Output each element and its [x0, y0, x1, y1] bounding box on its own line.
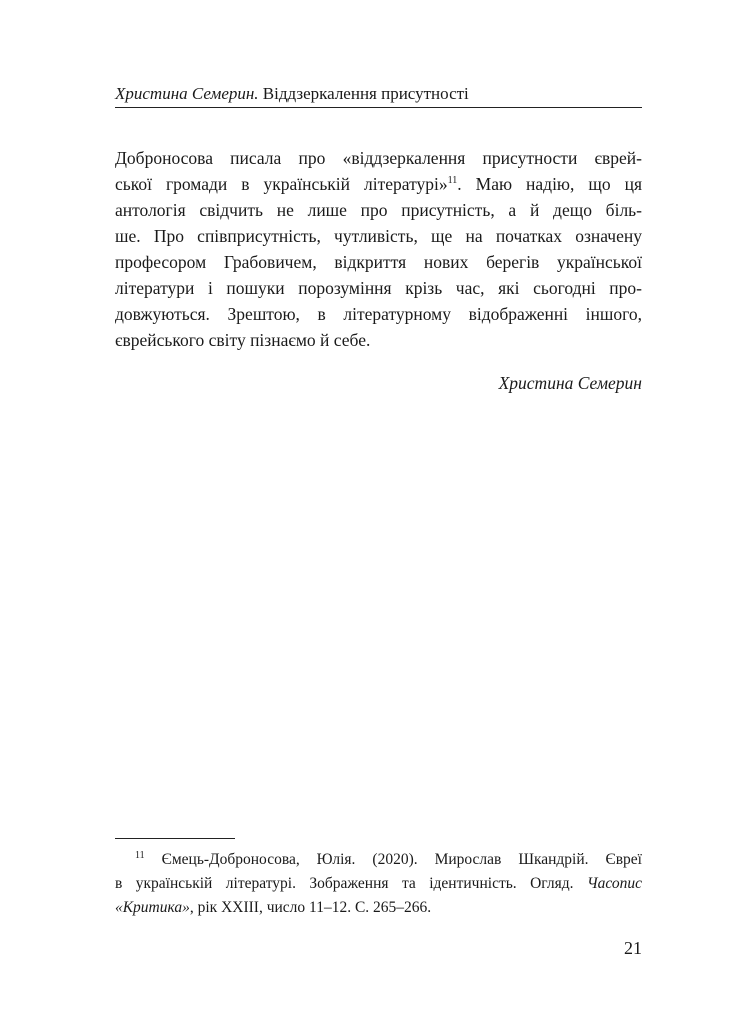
body-paragraph — [115, 145, 642, 353]
page-number: 21 — [624, 938, 642, 958]
footnote-line — [115, 896, 642, 920]
body-line: літератури і пошуки порозуміння крізь час, які сьогодні про- — [115, 278, 642, 298]
header-rule — [115, 107, 642, 108]
footnote-line — [115, 872, 642, 896]
body-line-text: . Маю надію, що ця — [457, 174, 642, 194]
footnote — [115, 848, 642, 920]
running-head-author: Христина Семерин. — [115, 84, 259, 103]
footnote-line — [115, 848, 642, 872]
body-line-text: ської громади в українській літературі» — [115, 174, 448, 194]
footnote-journal-name: «Критика» — [115, 899, 190, 916]
running-head-title: Віддзеркалення присутності — [258, 84, 469, 103]
footnote-text: в українській літературі. Зображення та ідентичність. Огляд. — [115, 875, 587, 892]
footnote-text: Ємець-Доброносова, Юлія. (2020). Мирослав Шкандрій. Євреї — [161, 851, 642, 868]
body-line: професором Грабовичем, відкриття нових берегів української — [115, 252, 642, 272]
footnote-text: , рік ХХІІІ, число 11–12. С. 265–266. — [189, 899, 432, 916]
body-line: ше. Про співприсутність, чутливість, ще на початках означену — [115, 226, 642, 246]
footnote-number: 11 — [135, 849, 145, 861]
body-line — [115, 171, 642, 197]
body-line: антологія свідчить не лише про присутність, а й дещо біль- — [115, 200, 642, 220]
body-line: довжуються. Зрештою, в літературному відображенні іншого, — [115, 304, 642, 324]
footnote-journal: Часопис — [586, 875, 642, 892]
body-line: єврейського світу пізнаємо й себе. — [115, 330, 371, 350]
running-head — [115, 82, 642, 106]
signature: Христина Семерин — [498, 373, 642, 393]
footnote-rule — [115, 838, 235, 839]
body-line: Доброносова писала про «віддзеркалення присутности єврей- — [115, 148, 642, 168]
footnote-ref[interactable]: 11 — [447, 175, 458, 187]
